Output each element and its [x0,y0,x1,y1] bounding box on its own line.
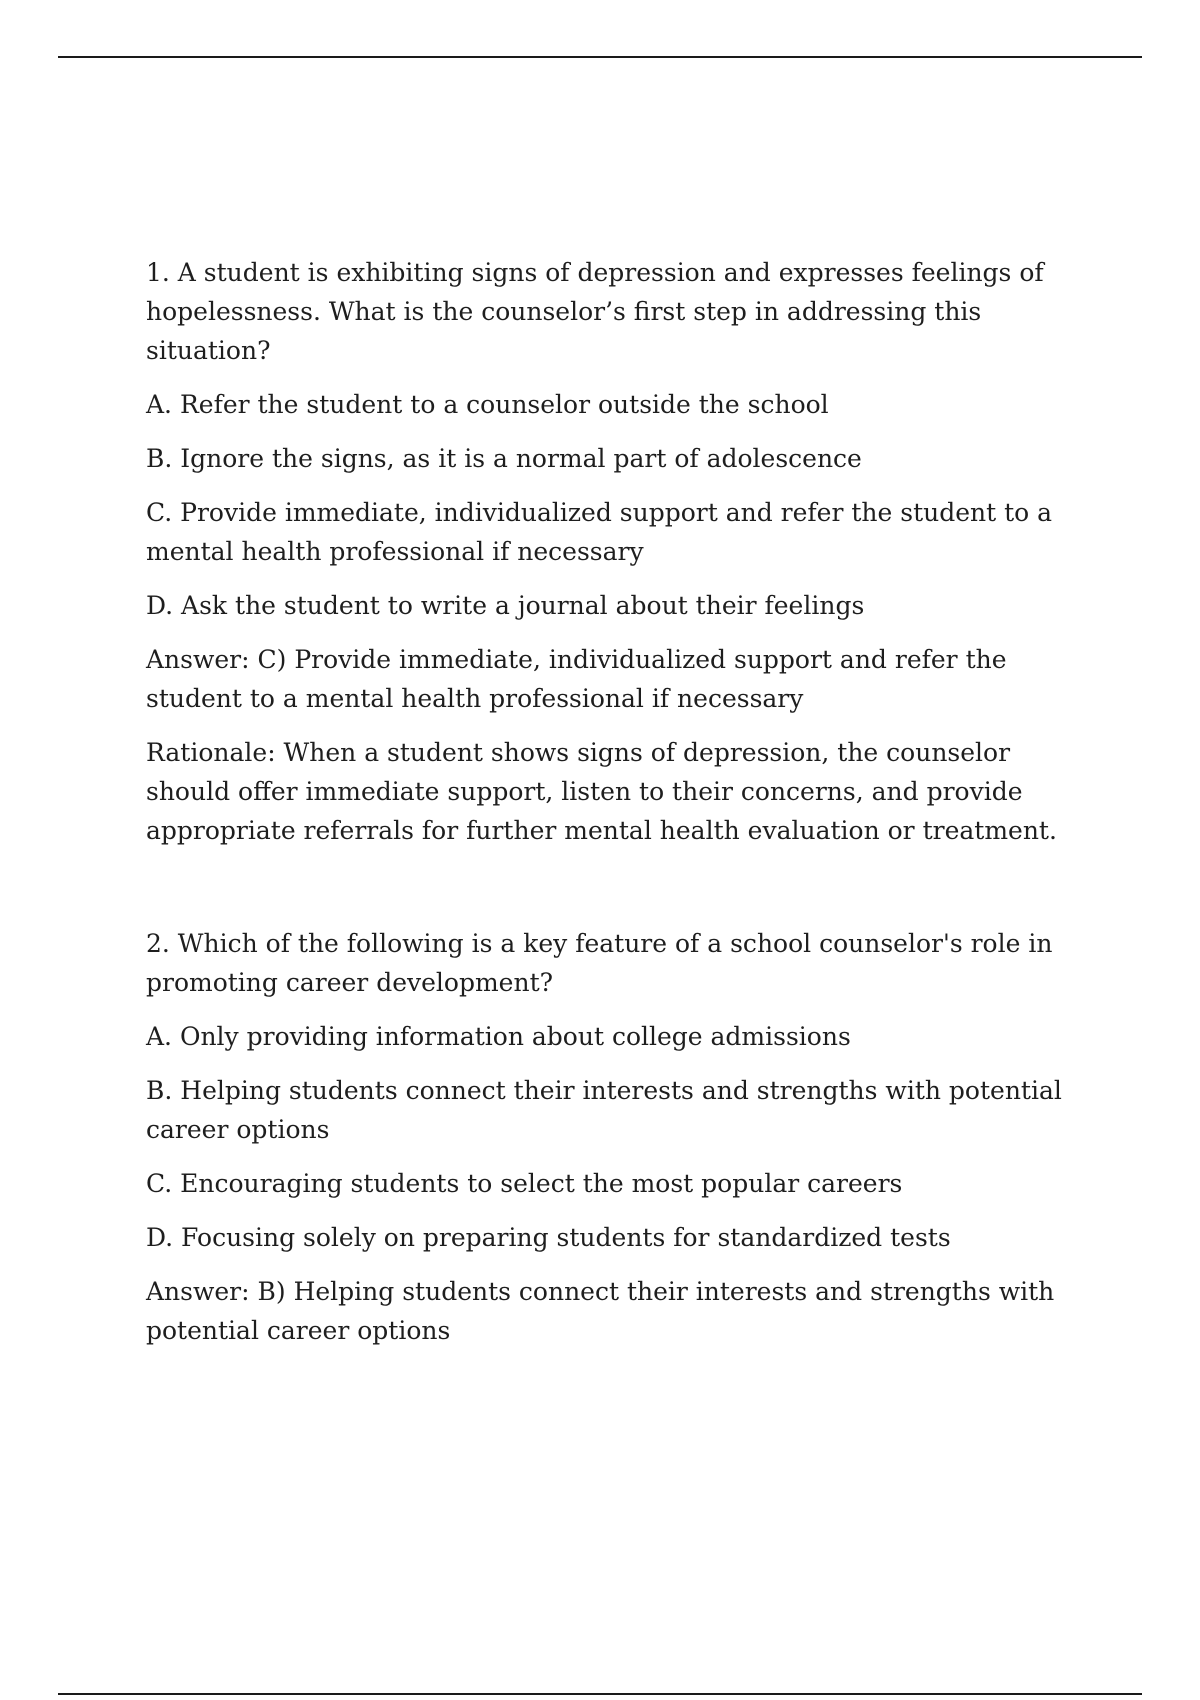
option-c: C. Provide immediate, individualized support and refer the student to a mental health professional if necessary [146,498,1053,566]
option-d: D. Focusing solely on preparing students for standardized tests [146,1223,951,1252]
top-rule [58,56,1142,58]
answer-text: Answer: B) Helping students connect their interests and strengths with potential career options [146,1277,1055,1345]
question-stem: 2. Which of the following is a key feature of a school counselor's role in promoting career development? [146,929,1053,997]
option-b: B. Ignore the signs, as it is a normal part of adolescence [146,444,862,473]
option-a: A. Only providing information about college admissions [146,1022,851,1051]
question-block-1 [146,253,1086,865]
question-block-2 [146,924,1086,1365]
option-b: B. Helping students connect their interests and strengths with potential career options [146,1076,1062,1144]
option-a: A. Refer the student to a counselor outside the school [146,390,829,419]
answer-text: Answer: C) Provide immediate, individualized support and refer the student to a mental health professional if necessary [146,645,1007,713]
rationale-text: Rationale: When a student shows signs of depression, the counselor should offer immediate support, listen to their concerns, and provide appropriate referrals for further mental health evaluation or treatment. [146,738,1057,845]
option-c: C. Encouraging students to select the most popular careers [146,1169,903,1198]
option-d: D. Ask the student to write a journal about their feelings [146,591,865,620]
question-stem: 1. A student is exhibiting signs of depression and expresses feelings of hopelessness. What is the counselor’s first step in addressing this situation? [146,258,1044,365]
bottom-rule [58,1693,1142,1695]
